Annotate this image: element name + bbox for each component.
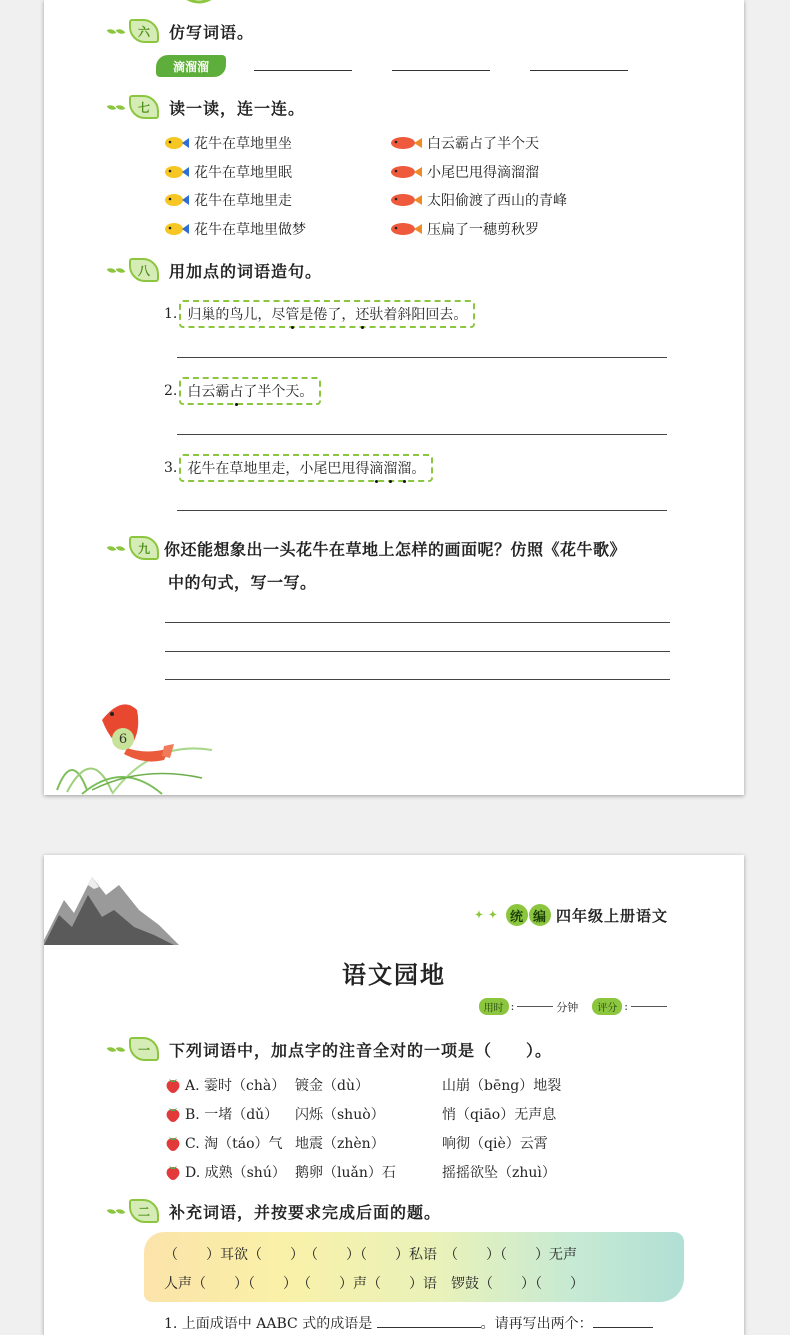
- writing-line[interactable]: [177, 357, 667, 358]
- leaf-number-icon: 二: [108, 1199, 159, 1223]
- answer-blank-2[interactable]: [392, 70, 490, 71]
- writing-line[interactable]: [165, 622, 670, 623]
- match-right-text: 小尾巴甩得滴溜溜: [427, 165, 539, 181]
- match-right-item[interactable]: [389, 190, 567, 210]
- section-7-header: [108, 95, 305, 119]
- section-1-title: 下列词语中，加点字的注音全对的一项是（ ）。: [169, 1040, 553, 1060]
- section-2-title: 补充词语，并按要求完成后面的题。: [169, 1202, 442, 1222]
- section-8-title: 用加点的词语造句。: [169, 261, 323, 281]
- option-word-2: 闪烁（shuò）: [295, 1107, 385, 1123]
- sentence-box: 归巢的鸟儿，尽管是倦了，还驮着斜阳回去。: [179, 300, 475, 328]
- yellow-fish-icon: [164, 222, 190, 236]
- question-1: [164, 1313, 653, 1333]
- match-left-item[interactable]: [164, 162, 292, 182]
- match-left-item[interactable]: [164, 133, 292, 153]
- leaf-number-icon: 八: [108, 258, 159, 282]
- book-tag-text: 四年级上册语文: [555, 906, 668, 925]
- option-word-3: 摇摇欲坠（zhuì）: [442, 1165, 556, 1181]
- leaf-number-icon: 九: [108, 536, 159, 560]
- sentence-box: 白云霸占了半个天。: [179, 377, 321, 405]
- leaf-number-icon: 六: [108, 19, 159, 43]
- yellow-fish-icon: [164, 136, 190, 150]
- match-right-text: 压扁了一穗剪秋罗: [427, 222, 539, 238]
- strawberry-icon: [164, 1163, 182, 1181]
- section-9-header: [108, 536, 159, 560]
- match-right-text: 太阳偷渡了西山的青峰: [427, 193, 567, 209]
- writing-line[interactable]: [177, 434, 667, 435]
- score-label: 评分: [592, 998, 622, 1015]
- writing-line[interactable]: [177, 510, 667, 511]
- strawberry-icon: [164, 1134, 182, 1152]
- sentence-box: 花牛在草地里走，小尾巴甩得滴溜溜。: [179, 454, 433, 482]
- time-unit: 分钟: [556, 1000, 579, 1014]
- question-1-text-b: 。请再写出两个：: [480, 1316, 593, 1332]
- match-right-item[interactable]: [389, 162, 539, 182]
- writing-line[interactable]: [165, 679, 670, 680]
- koi-fish-illustration: [52, 690, 222, 795]
- match-left-item[interactable]: [164, 219, 306, 239]
- match-left-text: 花牛在草地里做梦: [194, 222, 306, 238]
- sentence-item-3: [164, 454, 433, 482]
- item-number: 2.: [164, 383, 178, 399]
- idiom-row-2[interactable]: 人声（ ）（ ） （ ）声（ ）语 锣鼓（ ）（ ）: [164, 1276, 584, 1292]
- red-fish-icon: [389, 193, 423, 207]
- workbook-page-chinese-garden: [44, 855, 744, 1335]
- dotted-char: 溜: [383, 461, 398, 477]
- dotted-char: 占: [229, 384, 244, 400]
- time-blank[interactable]: [517, 1006, 553, 1007]
- item-number: 1.: [164, 306, 178, 322]
- option-word-1: A. 霎时（chà）: [185, 1078, 286, 1094]
- match-left-text: 花牛在草地里坐: [194, 136, 292, 152]
- section-9-prompt-line2: 中的句式，写一写。: [168, 573, 317, 592]
- yellow-fish-icon: [164, 165, 190, 179]
- choice-row-b[interactable]: [164, 1104, 556, 1124]
- example-word-badge: 滴溜溜: [156, 55, 226, 77]
- match-right-item[interactable]: [389, 133, 539, 153]
- top-leaf-decoration: [184, 0, 214, 6]
- tag-chip: 统: [506, 904, 528, 926]
- answer-blank-1[interactable]: [254, 70, 352, 71]
- match-left-text: 花牛在草地里眠: [194, 165, 292, 181]
- leaf-number-icon: 一: [108, 1037, 159, 1061]
- red-fish-icon: [389, 165, 423, 179]
- option-word-2: 镀金（dù）: [295, 1078, 369, 1094]
- match-left-text: 花牛在草地里走: [194, 193, 292, 209]
- section-1-header: [108, 1037, 552, 1061]
- leaf-number-icon: 七: [108, 95, 159, 119]
- section-7-title: 读一读，连一连。: [169, 98, 306, 118]
- idiom-row-1[interactable]: （ ）耳欲（ ） （ ）（ ）私语 （ ）（ ）无声: [164, 1247, 577, 1263]
- dotted-char: 管: [285, 307, 300, 323]
- score-blank[interactable]: [631, 1006, 667, 1007]
- tag-chip: 编: [529, 904, 551, 926]
- yellow-fish-icon: [164, 193, 190, 207]
- option-word-2: 地震（zhèn）: [295, 1136, 385, 1152]
- section-2-header: [108, 1199, 441, 1223]
- match-right-text: 白云霸占了半个天: [427, 136, 539, 152]
- question-1-text: 1. 上面成语中 AABC 式的成语是: [164, 1316, 373, 1332]
- workbook-page-6: [44, 0, 744, 795]
- time-score-row: 用时 : 分钟 评分 :: [479, 998, 670, 1015]
- section-9-prompt-line1: 你还能想象出一头花牛在草地上怎样的画面呢？仿照《花牛歌》: [164, 540, 627, 559]
- choice-row-c[interactable]: [164, 1133, 548, 1153]
- sentence-item-1: [164, 300, 475, 328]
- strawberry-icon: [164, 1105, 182, 1123]
- section-8-header: [108, 258, 322, 282]
- choice-row-a[interactable]: [164, 1075, 561, 1095]
- item-number: 3.: [164, 460, 178, 476]
- sentence-item-2: [164, 377, 321, 405]
- writing-line[interactable]: [165, 651, 670, 652]
- book-tag: [475, 904, 668, 926]
- option-word-1: D. 成熟（shú）: [185, 1165, 286, 1181]
- section-6-header: [108, 19, 254, 43]
- option-word-1: B. 一堵（dǔ）: [185, 1107, 279, 1123]
- page-title: 语文园地: [342, 960, 446, 989]
- dotted-char: 滴: [369, 461, 384, 477]
- red-fish-icon: [389, 136, 423, 150]
- option-word-3: 响彻（qiè）云霄: [442, 1136, 548, 1152]
- sparkle-icon: ✦ ✦: [474, 909, 498, 921]
- ink-mountain-illustration: [44, 865, 184, 945]
- red-fish-icon: [389, 222, 423, 236]
- match-right-item[interactable]: [389, 219, 539, 239]
- page-number: 6: [112, 728, 134, 750]
- time-label: 用时: [479, 998, 509, 1015]
- section-6-title: 仿写词语。: [169, 22, 255, 42]
- option-word-3: 山崩（bēng）地裂: [442, 1078, 562, 1094]
- dotted-char: 还: [355, 307, 370, 323]
- match-left-item[interactable]: [164, 190, 292, 210]
- strawberry-icon: [164, 1076, 182, 1094]
- dotted-char: 溜: [397, 461, 412, 477]
- answer-blank[interactable]: [593, 1327, 653, 1328]
- option-word-2: 鹅卵（luǎn）石: [295, 1165, 396, 1181]
- option-word-3: 悄（qiāo）无声息: [442, 1107, 557, 1123]
- answer-blank-3[interactable]: [530, 70, 628, 71]
- choice-row-d[interactable]: [164, 1162, 556, 1182]
- option-word-1: C. 淘（táo）气: [185, 1136, 283, 1152]
- answer-blank[interactable]: [377, 1327, 481, 1328]
